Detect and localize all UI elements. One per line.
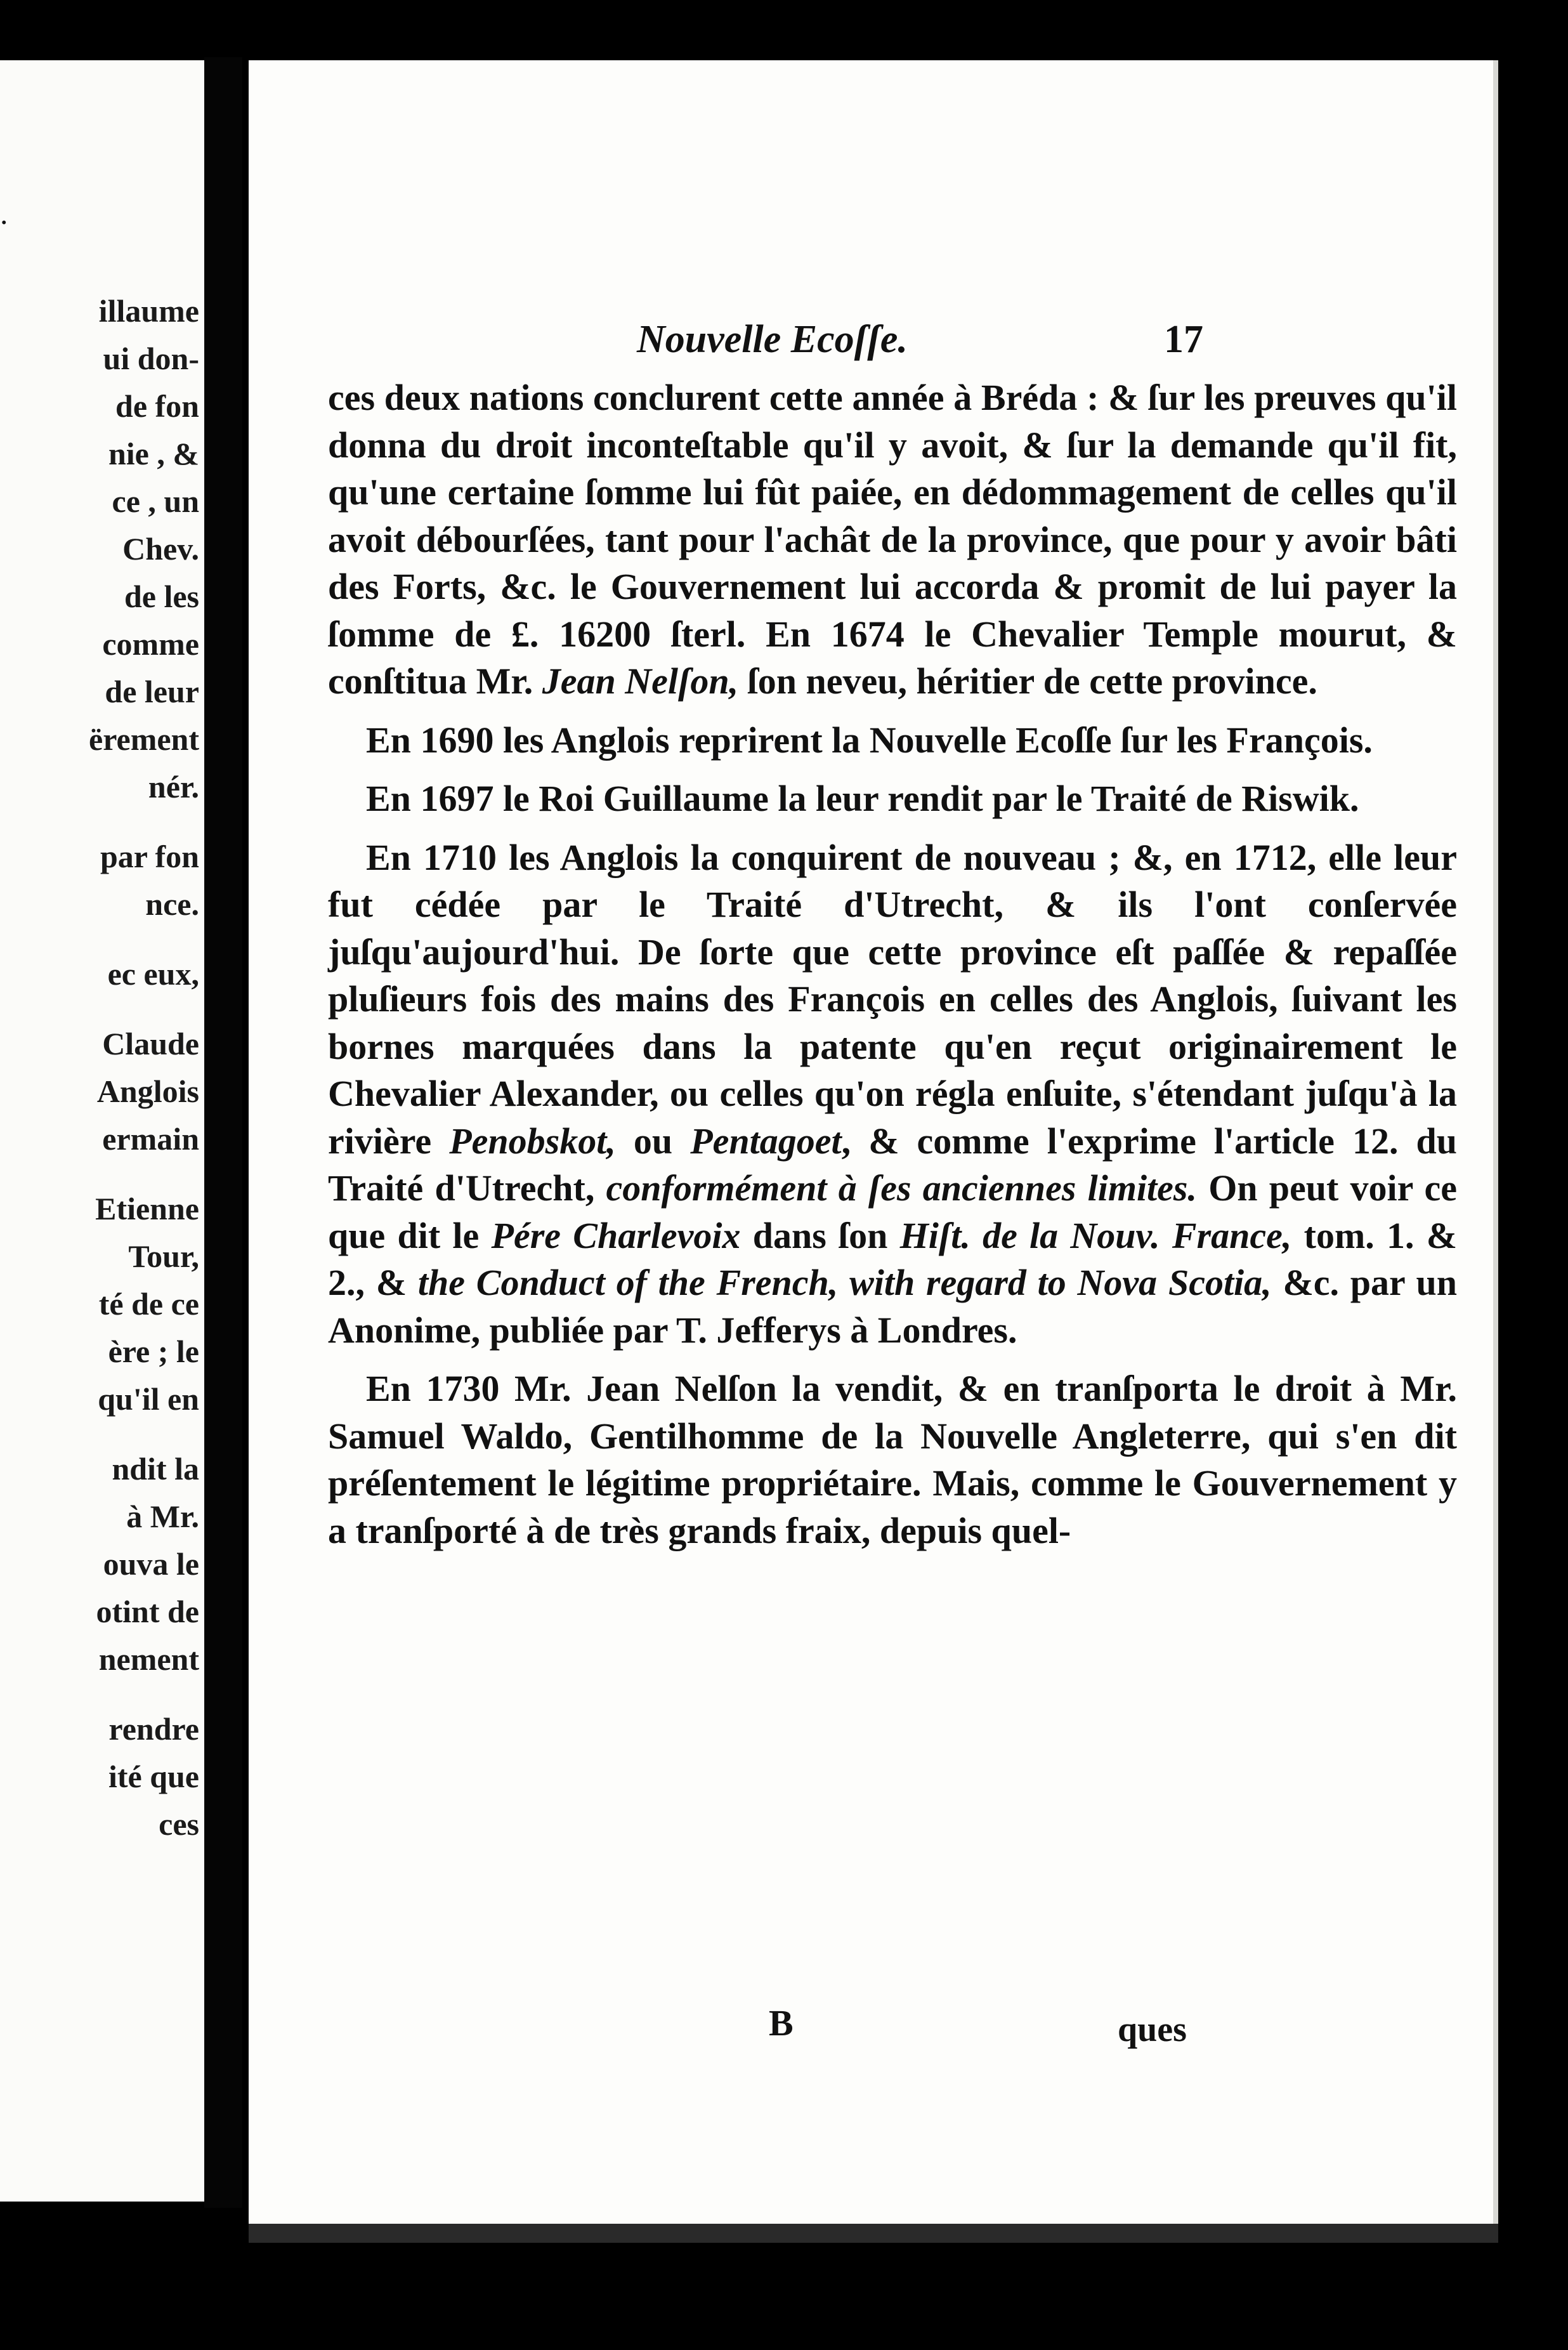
main-page xyxy=(249,60,1498,2224)
facing-page-line: nce. xyxy=(145,886,199,922)
page-bottom-edge xyxy=(249,2224,1498,2243)
facing-page-line: de leur xyxy=(105,674,199,709)
facing-page-line: nement xyxy=(98,1641,199,1677)
paragraph-2: En 1690 les Anglois reprirent la Nouvelle Ecoſſe ſur les François. xyxy=(366,719,1373,761)
page-footer xyxy=(249,2002,1498,2049)
facing-page-line: ërement xyxy=(89,721,199,757)
facing-page-line: Etienne xyxy=(95,1191,199,1226)
facing-page-line: ndit la xyxy=(112,1451,199,1487)
facing-page-line: illaume xyxy=(98,293,199,329)
facing-page-line: nie , & xyxy=(108,436,199,471)
facing-page-line: à Mr. xyxy=(126,1499,199,1534)
paragraph-5: En 1730 Mr. Jean Nelſon la vendit, & en tranſporta le droit à Mr. Samuel Waldo, Gentilhomme de la Nouvelle Angleterre, qui s'en dit préſentement le légitime propriétaire. Mais, comme le Gouvernement y a tranſporté à de très grands fraix, depuis quel- xyxy=(328,1368,1457,1551)
running-head: Nouvelle Ecoſſe. xyxy=(637,318,908,361)
facing-page-line: ec eux, xyxy=(107,956,199,992)
body-text xyxy=(328,374,1457,1566)
catchword: ques xyxy=(1118,2010,1187,2049)
paragraph-4: En 1710 les Anglois la conquirent de nouveau ; &, en 1712, elle leur fut cédée par le Traité d'Utrecht, & ils l'ont conſervée juſqu'aujourd'hui. De ſorte que cette province eſt paſſée & repaſſée pluſieurs fois des mains des François en celles des Anglois, ſuivant les bornes marquées dans la patente qu'en reçut originairement le Chevalier Alexander, ou celles qu'on régla enſuite, s'étendant juſqu'à la rivière Penobskot, ou Pentagoet, & comme l'exprime l'article 12. du Traité d'Utrecht, conformément à ſes anciennes limites. On peut voir ce que dit le Pére Charlevoix dans ſon Hiſt. de la Nouv. France, tom. 1. & 2., & the Conduct of the French, with regard to Nova Scotia, &c. par un Anonime, publiée par T. Jefferys à Londres. xyxy=(328,836,1458,1351)
facing-page-line: comme xyxy=(102,626,199,662)
paragraph-3: En 1697 le Roi Guillaume la leur rendit par le Traité de Riswik. xyxy=(366,778,1359,819)
name-jean-nelson: Jean Nelſon, xyxy=(542,660,739,702)
facing-page-line: nér. xyxy=(148,769,199,804)
facing-page-line: ces xyxy=(159,1806,199,1842)
facing-page-line: ermain xyxy=(102,1121,199,1157)
facing-page-line: ouva le xyxy=(103,1546,199,1582)
facing-page-line: Claude xyxy=(102,1026,199,1061)
facing-page-line: ce , un xyxy=(112,483,199,519)
facing-page-line: otint de xyxy=(96,1594,199,1629)
facing-page-line: Chev. xyxy=(122,531,199,567)
facing-page: . illaume ui don- de fon nie , & ce , un Chev. de les comme de leur ërement nér. par fon nce. ec eux, Claude Anglois ermain Etienne Tour, té de ce ère ; le qu'il en ndit la à Mr. ouva le otint de nement rendre ité que ces xyxy=(0,60,207,2202)
facing-page-line: Tour, xyxy=(128,1238,199,1274)
facing-page-line: de fon xyxy=(115,388,199,424)
facing-page-line: ère ; le xyxy=(108,1334,199,1369)
facing-page-line: té de ce xyxy=(98,1286,199,1322)
facing-page-line: ité que xyxy=(108,1759,199,1794)
page-gutter xyxy=(204,57,242,2208)
facing-page-line: par fon xyxy=(100,839,199,874)
facing-page-line: ui don- xyxy=(103,341,199,376)
facing-page-line: rendre xyxy=(108,1711,199,1747)
facing-page-line: de les xyxy=(124,579,199,614)
page-header xyxy=(249,317,1498,368)
paragraph-1: ces deux nations conclurent cette année à Bréda : & ſur les preuves qu'il donna du droit inconteſtable qu'il y avoit, & ſur la demande qu'il fit, qu'une certaine ſomme lui fût paiée, en dédommagement de celles qu'il avoit débourſées, tant pour l'achât de la province, que pour y avoir bâti des Forts, &c. le Gouvernement lui accorda & promit de lui payer la ſomme de £. 16200 ſterl. En 1674 le Chevalier Temple mourut, & conſtitua Mr. Jean Nelſon, ſon neveu, héritier de cette province. xyxy=(328,377,1457,702)
signature-mark: B xyxy=(769,2002,794,2044)
facing-page-line: qu'il en xyxy=(98,1381,199,1417)
facing-page-line: Anglois xyxy=(96,1073,199,1109)
page-number: 17 xyxy=(1164,318,1203,361)
